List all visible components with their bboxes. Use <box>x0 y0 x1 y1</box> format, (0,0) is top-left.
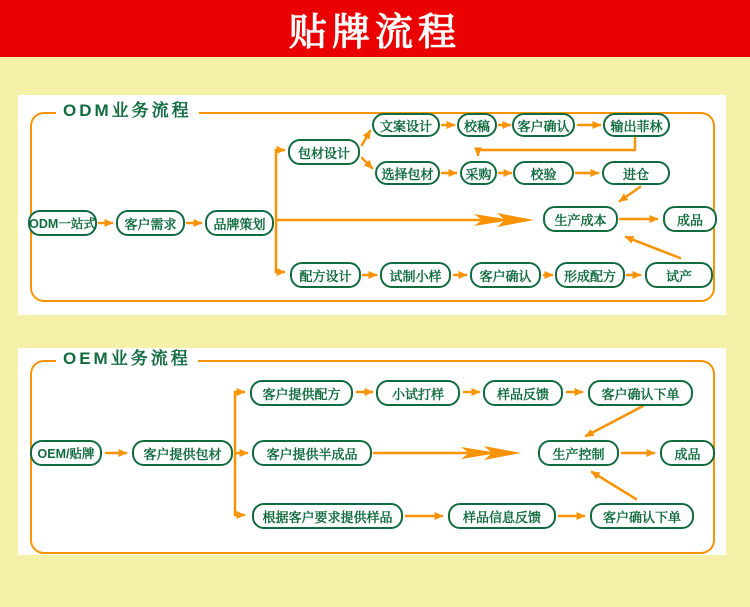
node-customer-needs: 客户需求 <box>116 210 185 236</box>
node-packaging-design: 包材设计 <box>288 139 360 165</box>
node-production-control: 生产控制 <box>538 440 619 466</box>
node-small-trial-sample: 小试打样 <box>376 380 460 406</box>
node-customer-provide-packaging: 客户提供包材 <box>132 440 233 466</box>
node-sample-feedback: 样品反馈 <box>483 380 563 406</box>
node-customer-provide-semifinished: 客户提供半成品 <box>252 440 372 466</box>
node-customer-confirm-order-2: 客户确认下单 <box>590 503 694 529</box>
node-into-warehouse: 进仓 <box>602 161 670 185</box>
node-purchase: 采购 <box>460 161 497 185</box>
arrow-film-purchase <box>478 138 635 155</box>
page-title: 贴牌流程 <box>288 12 461 54</box>
arrow-r3c-control <box>592 472 636 499</box>
arrow-r1d-control <box>586 406 643 436</box>
node-sample-info-feedback: 样品信息反馈 <box>448 503 556 529</box>
node-select-packaging: 选择包材 <box>375 161 440 185</box>
node-trial-sample: 试制小样 <box>380 262 451 288</box>
arrow-pack-select <box>362 158 372 168</box>
oem-section-title: OEM业务流程 <box>56 349 198 369</box>
node-finished-product-odm: 成品 <box>663 206 717 232</box>
node-customer-requirement-sample: 根据客户要求提供样品 <box>252 503 403 529</box>
arrow-pack-copy <box>362 131 370 145</box>
oem-panel <box>18 348 726 555</box>
node-form-formula: 形成配方 <box>555 262 625 288</box>
node-customer-confirm-a: 客户确认 <box>512 113 575 137</box>
node-proofread: 校稿 <box>457 113 497 137</box>
node-customer-confirm-order-1: 客户确认下单 <box>588 380 693 406</box>
node-formula-design: 配方设计 <box>290 262 361 288</box>
node-odm-one-stop: ODM一站式 <box>28 210 97 236</box>
arrow-trialprod-cost <box>626 237 680 258</box>
node-customer-provide-formula: 客户提供配方 <box>250 380 353 406</box>
title-banner <box>0 0 750 57</box>
odm-section-title: ODM业务流程 <box>56 101 199 121</box>
node-oem-label: OEM/贴牌 <box>30 440 102 466</box>
node-brand-planning: 品牌策划 <box>205 210 274 236</box>
node-production-cost: 生产成本 <box>543 206 618 232</box>
node-trial-production: 试产 <box>645 262 713 288</box>
node-output-film: 输出菲林 <box>603 113 670 137</box>
arrow-warehouse-cost <box>620 187 640 201</box>
node-customer-confirm-c: 客户确认 <box>470 262 541 288</box>
odm-panel <box>18 95 726 315</box>
node-finished-product-oem: 成品 <box>660 440 715 466</box>
node-check: 校验 <box>513 161 574 185</box>
node-copy-design: 文案设计 <box>372 113 440 137</box>
